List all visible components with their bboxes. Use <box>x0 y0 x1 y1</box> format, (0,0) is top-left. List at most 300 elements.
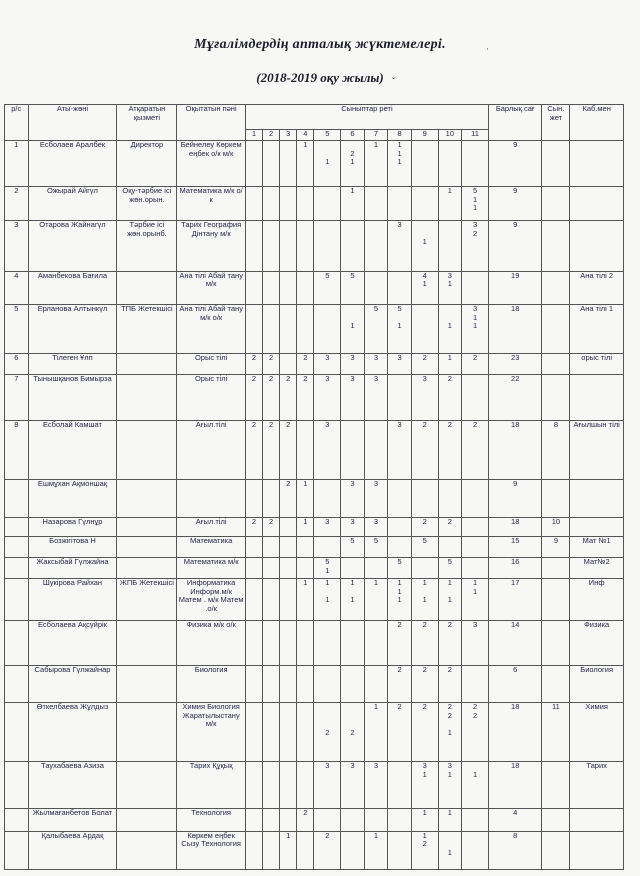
grade-hours-cell: 2 <box>438 665 462 703</box>
cabinet-name: Тарих <box>570 762 624 808</box>
teacher-subject: Информатика Информ.м/к Матем . м/к Матем .о/к <box>177 579 246 621</box>
teacher-subject: Ана тілі Абай тану м/к <box>177 271 246 305</box>
grade-hours-cell: 3 <box>341 762 365 808</box>
grade-hours-cell: 1 <box>364 579 388 621</box>
teacher-name: Ожырай Айгүл <box>28 187 117 221</box>
grade-hours-cell <box>263 762 280 808</box>
class-teacher-grade <box>542 558 570 579</box>
teacher-name: Есболаев Аралбек <box>28 141 117 187</box>
total-hours: 8 <box>488 831 542 869</box>
table-row <box>5 353 624 374</box>
grade-hours-cell: 2 <box>411 621 438 665</box>
teacher-name: Бозжігітова Н <box>28 537 117 558</box>
class-teacher-grade <box>542 665 570 703</box>
total-hours: 23 <box>488 353 542 374</box>
grade-hours-cell: 1 <box>341 305 365 353</box>
grade-hours-cell: 3 <box>364 518 388 537</box>
teacher-name: Отарова Жайнагүл <box>28 221 117 272</box>
grade-hours-cell: 3 <box>314 374 341 420</box>
cabinet-name: Инф <box>570 579 624 621</box>
cabinet-name <box>570 808 624 831</box>
grade-hours-cell: 2 <box>462 421 489 480</box>
grade-hours-cell <box>364 665 388 703</box>
total-hours: 9 <box>488 141 542 187</box>
teacher-position <box>117 271 177 305</box>
teacher-subject: Орыс тілі <box>177 353 246 374</box>
total-hours: 17 <box>488 579 542 621</box>
row-number <box>5 558 29 579</box>
grade-hours-cell <box>462 558 489 579</box>
teacher-name: Тынышқанов Бимырза <box>28 374 117 420</box>
header-grade-6: 6 <box>341 130 365 141</box>
grade-hours-cell <box>364 221 388 272</box>
grade-hours-cell: 3 <box>462 621 489 665</box>
grade-hours-cell <box>462 537 489 558</box>
grade-hours-cell: 1 <box>297 518 314 537</box>
grade-hours-cell: 1 <box>297 579 314 621</box>
table-row <box>5 518 624 537</box>
grade-hours-cell <box>314 221 341 272</box>
teacher-subject: Ағыл.тілі <box>177 518 246 537</box>
grade-hours-cell: 3 1 <box>438 271 462 305</box>
grade-hours-cell <box>263 579 280 621</box>
teacher-position <box>117 558 177 579</box>
teacher-position <box>117 762 177 808</box>
teacher-position <box>117 703 177 762</box>
grade-hours-cell <box>411 558 438 579</box>
class-teacher-grade <box>542 480 570 518</box>
grade-hours-cell: 2 <box>388 665 412 703</box>
grade-hours-cell <box>364 271 388 305</box>
header-grade-2: 2 <box>263 130 280 141</box>
grade-hours-cell <box>280 665 297 703</box>
cabinet-name <box>570 187 624 221</box>
total-hours: 18 <box>488 518 542 537</box>
teacher-name: Жаксыбай Гүлжайна <box>28 558 117 579</box>
grade-hours-cell: 3 <box>341 374 365 420</box>
grade-hours-cell <box>245 808 262 831</box>
class-teacher-grade <box>542 831 570 869</box>
grade-hours-cell: 5 <box>388 558 412 579</box>
cabinet-name <box>570 518 624 537</box>
row-number <box>5 703 29 762</box>
row-number <box>5 480 29 518</box>
total-hours: 15 <box>488 537 542 558</box>
table-row <box>5 831 624 869</box>
row-number <box>5 762 29 808</box>
grade-hours-cell <box>364 187 388 221</box>
grade-hours-cell <box>263 808 280 831</box>
grade-hours-cell <box>314 665 341 703</box>
grade-hours-cell <box>314 808 341 831</box>
cabinet-name <box>570 374 624 420</box>
teacher-position <box>117 831 177 869</box>
teacher-name: Есболай Камшат <box>28 421 117 480</box>
header-classes: Сыныптар реті <box>245 105 488 130</box>
grade-hours-cell: 5 <box>341 271 365 305</box>
grade-hours-cell <box>462 808 489 831</box>
grade-hours-cell <box>263 141 280 187</box>
teacher-subject: Ана тілі Абай тану м/к о/к <box>177 305 246 353</box>
grade-hours-cell: 3 <box>314 421 341 480</box>
grade-hours-cell: 1 1 1 <box>388 579 412 621</box>
row-number: 6 <box>5 353 29 374</box>
grade-hours-cell <box>245 831 262 869</box>
grade-hours-cell <box>462 665 489 703</box>
header-grade-10: 10 <box>438 130 462 141</box>
grade-hours-cell <box>263 305 280 353</box>
grade-hours-cell: 2 <box>245 374 262 420</box>
grade-hours-cell <box>364 421 388 480</box>
grade-hours-cell: 1 <box>438 831 462 869</box>
grade-hours-cell <box>245 762 262 808</box>
grade-hours-cell <box>411 187 438 221</box>
grade-hours-cell <box>263 187 280 221</box>
grade-hours-cell <box>280 271 297 305</box>
grade-hours-cell: 3 <box>388 421 412 480</box>
grade-hours-cell <box>462 271 489 305</box>
page-title: Мұғалімдердің апталық жүктемелері. <box>194 37 446 52</box>
teacher-position <box>117 518 177 537</box>
grade-hours-cell: 2 <box>297 808 314 831</box>
cabinet-name: Мат №1 <box>570 537 624 558</box>
row-number: 5 <box>5 305 29 353</box>
grade-hours-cell <box>280 353 297 374</box>
row-number: 4 <box>5 271 29 305</box>
teacher-name: Өткелбаева Жұлдыз <box>28 703 117 762</box>
grade-hours-cell: 2 1 <box>341 141 365 187</box>
page-subtitle: (2018-2019 оқу жылы) <box>256 70 384 85</box>
teacher-name: Сабырова Гүлжайнар <box>28 665 117 703</box>
row-number <box>5 621 29 665</box>
grade-hours-cell: 2 <box>438 621 462 665</box>
grade-hours-cell: 1 <box>364 703 388 762</box>
teacher-subject: Тарих География Дінтану м/к <box>177 221 246 272</box>
header-cabinet: Каб.мен <box>570 105 624 141</box>
grade-hours-cell: 3 <box>411 374 438 420</box>
row-number: 7 <box>5 374 29 420</box>
grade-hours-cell: 1 <box>297 141 314 187</box>
table-row <box>5 141 624 187</box>
grade-hours-cell <box>280 703 297 762</box>
grade-hours-cell: 3 1 <box>438 762 462 808</box>
teacher-name: Тілеген Ұлп <box>28 353 117 374</box>
grade-hours-cell <box>297 665 314 703</box>
class-teacher-grade: 11 <box>542 703 570 762</box>
grade-hours-cell: 2 2 1 <box>438 703 462 762</box>
grade-hours-cell: 3 <box>314 353 341 374</box>
grade-hours-cell <box>462 374 489 420</box>
teacher-subject: Орыс тілі <box>177 374 246 420</box>
grade-hours-cell <box>388 271 412 305</box>
teacher-position <box>117 480 177 518</box>
grade-hours-cell <box>297 558 314 579</box>
grade-hours-cell: 4 1 <box>411 271 438 305</box>
grade-hours-cell: 2 <box>280 421 297 480</box>
class-teacher-grade <box>542 187 570 221</box>
header-grade-9: 9 <box>411 130 438 141</box>
total-hours: 19 <box>488 271 542 305</box>
cabinet-name: Ағылшын тілі <box>570 421 624 480</box>
table-row <box>5 221 624 272</box>
header-grade-1: 1 <box>245 130 262 141</box>
grade-hours-cell <box>438 537 462 558</box>
grade-hours-cell: 1 <box>364 831 388 869</box>
header-grade-5: 5 <box>314 130 341 141</box>
grade-hours-cell <box>245 480 262 518</box>
grade-hours-cell <box>388 374 412 420</box>
teacher-position: Директор <box>117 141 177 187</box>
class-teacher-grade <box>542 808 570 831</box>
teacher-position <box>117 808 177 831</box>
total-hours: 18 <box>488 703 542 762</box>
table-row <box>5 480 624 518</box>
grade-hours-cell: 3 <box>341 480 365 518</box>
class-teacher-grade <box>542 353 570 374</box>
grade-hours-cell <box>263 537 280 558</box>
grade-hours-cell <box>364 808 388 831</box>
teacher-subject: Технология <box>177 808 246 831</box>
table-row <box>5 374 624 420</box>
table-row <box>5 421 624 480</box>
grade-hours-cell <box>263 221 280 272</box>
grade-hours-cell <box>388 518 412 537</box>
grade-hours-cell: 3 <box>341 518 365 537</box>
table-row <box>5 305 624 353</box>
grade-hours-cell: 5 <box>341 537 365 558</box>
grade-hours-cell <box>388 187 412 221</box>
row-number <box>5 537 29 558</box>
total-hours: 16 <box>488 558 542 579</box>
teacher-subject: Математика <box>177 537 246 558</box>
teacher-subject: Биология <box>177 665 246 703</box>
margin-mark: ˇ <box>392 76 395 86</box>
grade-hours-cell: 2 2 <box>462 703 489 762</box>
teacher-subject: Тарих Құқық <box>177 762 246 808</box>
grade-hours-cell <box>263 703 280 762</box>
teacher-name: Жылмағанбетов Болат <box>28 808 117 831</box>
header-grade-3: 3 <box>280 130 297 141</box>
teacher-name: Аманбекова Бағила <box>28 271 117 305</box>
grade-hours-cell: 2 <box>280 480 297 518</box>
grade-hours-cell <box>245 703 262 762</box>
grade-hours-cell: 2 <box>314 703 341 762</box>
grade-hours-cell: 1 <box>411 221 438 272</box>
grade-hours-cell: 2 <box>462 353 489 374</box>
total-hours: 9 <box>488 221 542 272</box>
teacher-subject: Ағыл.тілі <box>177 421 246 480</box>
grade-hours-cell <box>314 187 341 221</box>
grade-hours-cell <box>388 537 412 558</box>
grade-hours-cell: 5 <box>364 537 388 558</box>
grade-hours-cell <box>245 621 262 665</box>
grade-hours-cell <box>297 703 314 762</box>
grade-hours-cell <box>388 808 412 831</box>
row-number <box>5 518 29 537</box>
grade-hours-cell <box>341 831 365 869</box>
cabinet-name: Ана тілі 1 <box>570 305 624 353</box>
header-grade-4: 4 <box>297 130 314 141</box>
teacher-name: Ерланова Алтынкүл <box>28 305 117 353</box>
teacher-position <box>117 665 177 703</box>
grade-hours-cell: 2 <box>411 703 438 762</box>
grade-hours-cell <box>245 537 262 558</box>
grade-hours-cell <box>280 187 297 221</box>
grade-hours-cell <box>263 271 280 305</box>
grade-hours-cell: 3 <box>341 353 365 374</box>
grade-hours-cell <box>341 221 365 272</box>
grade-hours-cell: 1 <box>297 480 314 518</box>
grade-hours-cell: 2 <box>388 703 412 762</box>
teacher-subject: Физика м/к о/к <box>177 621 246 665</box>
header-class-teacher: Сын. жет <box>542 105 570 141</box>
class-teacher-grade <box>542 305 570 353</box>
grade-hours-cell: 1 1 <box>462 579 489 621</box>
grade-hours-cell <box>280 762 297 808</box>
grade-hours-cell <box>280 808 297 831</box>
grade-hours-cell <box>364 621 388 665</box>
table-row <box>5 537 624 558</box>
teacher-subject: Математика м/к о/к <box>177 187 246 221</box>
grade-hours-cell: 2 <box>280 374 297 420</box>
class-teacher-grade: 9 <box>542 537 570 558</box>
grade-hours-cell: 1 <box>438 187 462 221</box>
grade-hours-cell: 3 <box>314 518 341 537</box>
grade-hours-cell <box>280 518 297 537</box>
header-grade-7: 7 <box>364 130 388 141</box>
grade-hours-cell <box>245 187 262 221</box>
grade-hours-cell: 1 1 <box>314 579 341 621</box>
row-number <box>5 808 29 831</box>
total-hours: 14 <box>488 621 542 665</box>
grade-hours-cell: 2 <box>411 518 438 537</box>
grade-hours-cell <box>263 558 280 579</box>
grade-hours-cell <box>438 480 462 518</box>
teacher-load-table <box>4 104 624 870</box>
teacher-subject: Математика м/к <box>177 558 246 579</box>
grade-hours-cell: 2 <box>411 353 438 374</box>
grade-hours-cell <box>280 141 297 187</box>
grade-hours-cell <box>280 537 297 558</box>
grade-hours-cell <box>411 141 438 187</box>
grade-hours-cell: 1 <box>462 762 489 808</box>
teacher-position: ЖПБ Жетекшісі <box>117 579 177 621</box>
total-hours: 6 <box>488 665 542 703</box>
grade-hours-cell: 5 1 <box>388 305 412 353</box>
grade-hours-cell <box>263 665 280 703</box>
grade-hours-cell: 3 <box>364 480 388 518</box>
total-hours: 9 <box>488 187 542 221</box>
grade-hours-cell: 5 <box>411 537 438 558</box>
grade-hours-cell: 1 <box>280 831 297 869</box>
grade-hours-cell <box>462 480 489 518</box>
grade-hours-cell <box>341 621 365 665</box>
grade-hours-cell: 3 <box>388 353 412 374</box>
grade-hours-cell: 3 1 1 <box>462 305 489 353</box>
grade-hours-cell: 2 <box>245 421 262 480</box>
grade-hours-cell: 1 <box>438 305 462 353</box>
cabinet-name <box>570 480 624 518</box>
grade-hours-cell: 3 <box>364 374 388 420</box>
grade-hours-cell: 2 <box>245 518 262 537</box>
class-teacher-grade <box>542 621 570 665</box>
teacher-position: Оқу-тәрбие ісі жөн.орын. <box>117 187 177 221</box>
teacher-subject: Химия Биология Жаратылыстану м/к <box>177 703 246 762</box>
grade-hours-cell: 2 <box>411 665 438 703</box>
class-teacher-grade: 8 <box>542 421 570 480</box>
grade-hours-cell <box>341 665 365 703</box>
grade-hours-cell: 5 <box>314 271 341 305</box>
table-row <box>5 621 624 665</box>
header-grade-8: 8 <box>388 130 412 141</box>
grade-hours-cell: 5 <box>438 558 462 579</box>
grade-hours-cell: 1 <box>438 353 462 374</box>
grade-hours-cell: 2 <box>314 831 341 869</box>
teacher-position <box>117 537 177 558</box>
grade-hours-cell: 2 <box>263 374 280 420</box>
grade-hours-cell: 1 <box>341 187 365 221</box>
grade-hours-cell <box>364 558 388 579</box>
grade-hours-cell: 1 1 1 <box>388 141 412 187</box>
grade-hours-cell <box>411 480 438 518</box>
grade-hours-cell: 5 1 1 <box>462 187 489 221</box>
table-row <box>5 558 624 579</box>
teacher-position <box>117 621 177 665</box>
teacher-subject <box>177 480 246 518</box>
grade-hours-cell <box>297 831 314 869</box>
teacher-name: Қалыбаева Ардақ <box>28 831 117 869</box>
cabinet-name: орыс тілі <box>570 353 624 374</box>
header-grade-11: 11 <box>462 130 489 141</box>
grade-hours-cell <box>263 831 280 869</box>
grade-hours-cell <box>297 621 314 665</box>
grade-hours-cell: 3 <box>364 762 388 808</box>
total-hours: 18 <box>488 305 542 353</box>
grade-hours-cell <box>462 518 489 537</box>
grade-hours-cell <box>388 831 412 869</box>
grade-hours-cell: 3 1 <box>411 762 438 808</box>
cabinet-name: Мат№2 <box>570 558 624 579</box>
grade-hours-cell: 1 <box>411 808 438 831</box>
grade-hours-cell <box>314 480 341 518</box>
class-teacher-grade <box>542 579 570 621</box>
teacher-position: ТПБ Жетекшісі <box>117 305 177 353</box>
grade-hours-cell <box>297 221 314 272</box>
grade-hours-cell <box>245 305 262 353</box>
margin-mark: · <box>486 44 489 54</box>
header-position: Атқаратын қызметі <box>117 105 177 141</box>
grade-hours-cell: 2 <box>388 621 412 665</box>
teacher-name: Таухабаева Азиза <box>28 762 117 808</box>
grade-hours-cell: 2 <box>297 374 314 420</box>
grade-hours-cell <box>297 305 314 353</box>
grade-hours-cell <box>280 305 297 353</box>
cabinet-name: Биология <box>570 665 624 703</box>
grade-hours-cell <box>263 480 280 518</box>
teacher-subject: Көркем еңбек Сызу Технология <box>177 831 246 869</box>
total-hours: 18 <box>488 421 542 480</box>
grade-hours-cell <box>245 558 262 579</box>
grade-hours-cell: 1 1 <box>438 579 462 621</box>
teacher-position <box>117 374 177 420</box>
cabinet-name <box>570 141 624 187</box>
grade-hours-cell: 5 1 <box>314 558 341 579</box>
grade-hours-cell: 2 <box>263 518 280 537</box>
total-hours: 9 <box>488 480 542 518</box>
grade-hours-cell: 3 <box>388 221 412 272</box>
class-teacher-grade <box>542 141 570 187</box>
row-number <box>5 665 29 703</box>
